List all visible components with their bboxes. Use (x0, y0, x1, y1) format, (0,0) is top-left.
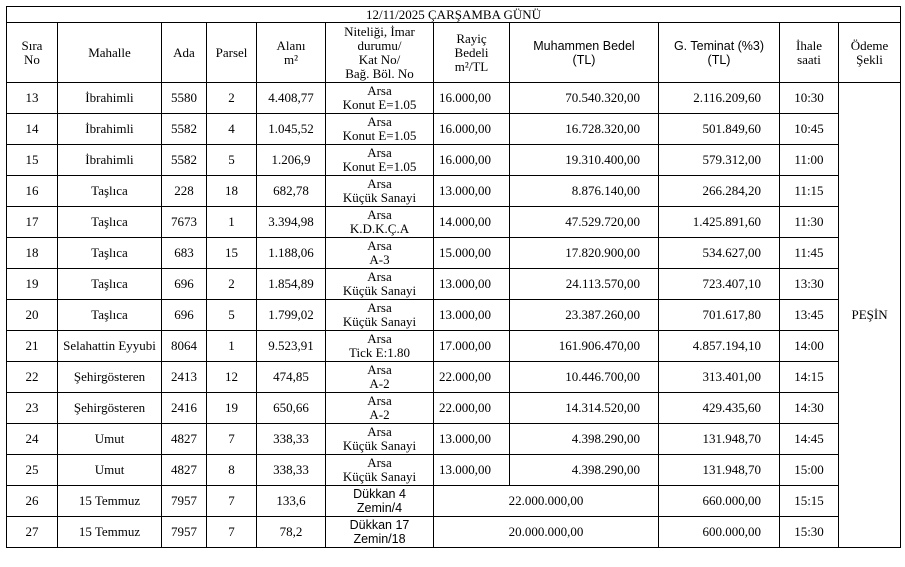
table-row (7, 207, 901, 238)
cell-no: 16 (7, 176, 58, 207)
cell-mahalle: İbrahimli (58, 114, 162, 145)
cell-mahalle: 15 Temmuz (58, 486, 162, 517)
header-parsel: Parsel (207, 23, 257, 83)
table-row (7, 269, 901, 300)
cell-no: 24 (7, 424, 58, 455)
cell-rayic: 16.000,00 (434, 83, 510, 114)
cell-no: 26 (7, 486, 58, 517)
cell-ada: 7957 (162, 486, 207, 517)
cell-parsel: 2 (207, 83, 257, 114)
cell-ada: 683 (162, 238, 207, 269)
cell-rayic: 13.000,00 (434, 424, 510, 455)
header-odeme: Ödeme Şekli (839, 23, 901, 83)
cell-alan: 133,6 (257, 486, 326, 517)
cell-saat: 14:45 (780, 424, 839, 455)
cell-nitelik: Arsa Konut E=1.05 (326, 145, 434, 176)
table-row (7, 393, 901, 424)
cell-ada: 2416 (162, 393, 207, 424)
cell-ada: 5580 (162, 83, 207, 114)
cell-teminat: 723.407,10 (659, 269, 780, 300)
cell-bedel-merged: 22.000.000,00 (434, 486, 659, 517)
cell-parsel: 4 (207, 114, 257, 145)
header-muhammen: Muhammen Bedel (TL) (510, 23, 659, 83)
cell-muhammen: 16.728.320,00 (510, 114, 659, 145)
cell-rayic: 14.000,00 (434, 207, 510, 238)
cell-parsel: 5 (207, 300, 257, 331)
payment-method: PEŞİN (839, 83, 901, 548)
header-row (7, 23, 901, 83)
cell-rayic: 13.000,00 (434, 300, 510, 331)
cell-mahalle: Umut (58, 455, 162, 486)
cell-ada: 4827 (162, 455, 207, 486)
header-teminat: G. Teminat (%3) (TL) (659, 23, 780, 83)
cell-parsel: 1 (207, 207, 257, 238)
table-row (7, 455, 901, 486)
table-row (7, 517, 901, 548)
cell-ada: 228 (162, 176, 207, 207)
cell-parsel: 19 (207, 393, 257, 424)
cell-alan: 650,66 (257, 393, 326, 424)
cell-muhammen: 161.906.470,00 (510, 331, 659, 362)
cell-ada: 7957 (162, 517, 207, 548)
cell-parsel: 2 (207, 269, 257, 300)
cell-mahalle: Taşlıca (58, 300, 162, 331)
table-row (7, 145, 901, 176)
cell-nitelik: Dükkan 4 Zemin/4 (326, 486, 434, 517)
cell-alan: 338,33 (257, 455, 326, 486)
cell-teminat: 2.116.209,60 (659, 83, 780, 114)
header-rayic: Rayiç Bedeli m²/TL (434, 23, 510, 83)
cell-rayic: 22.000,00 (434, 362, 510, 393)
cell-nitelik: Arsa Küçük Sanayi (326, 455, 434, 486)
cell-saat: 13:45 (780, 300, 839, 331)
cell-muhammen: 47.529.720,00 (510, 207, 659, 238)
table-row (7, 300, 901, 331)
cell-no: 21 (7, 331, 58, 362)
cell-nitelik: Dükkan 17 Zemin/18 (326, 517, 434, 548)
cell-alan: 1.799,02 (257, 300, 326, 331)
table-row (7, 114, 901, 145)
cell-muhammen: 19.310.400,00 (510, 145, 659, 176)
cell-no: 17 (7, 207, 58, 238)
cell-alan: 9.523,91 (257, 331, 326, 362)
cell-saat: 13:30 (780, 269, 839, 300)
cell-nitelik: Arsa K.D.K.Ç.A (326, 207, 434, 238)
cell-alan: 1.188,06 (257, 238, 326, 269)
cell-alan: 1.854,89 (257, 269, 326, 300)
cell-rayic: 16.000,00 (434, 114, 510, 145)
cell-mahalle: Şehirgösteren (58, 362, 162, 393)
cell-parsel: 7 (207, 424, 257, 455)
auction-table-wrapper (6, 6, 901, 548)
cell-ada: 696 (162, 269, 207, 300)
header-ada: Ada (162, 23, 207, 83)
cell-mahalle: 15 Temmuz (58, 517, 162, 548)
cell-teminat: 131.948,70 (659, 455, 780, 486)
cell-ada: 5582 (162, 114, 207, 145)
cell-mahalle: Taşlıca (58, 176, 162, 207)
cell-alan: 338,33 (257, 424, 326, 455)
cell-nitelik: Arsa Küçük Sanayi (326, 424, 434, 455)
cell-ada: 2413 (162, 362, 207, 393)
cell-mahalle: Umut (58, 424, 162, 455)
cell-ada: 696 (162, 300, 207, 331)
cell-parsel: 7 (207, 486, 257, 517)
cell-parsel: 8 (207, 455, 257, 486)
cell-saat: 11:45 (780, 238, 839, 269)
auction-table (6, 6, 901, 548)
cell-teminat: 600.000,00 (659, 517, 780, 548)
table-row (7, 83, 901, 114)
cell-alan: 1.045,52 (257, 114, 326, 145)
cell-rayic: 13.000,00 (434, 455, 510, 486)
cell-mahalle: İbrahimli (58, 83, 162, 114)
cell-nitelik: Arsa Küçük Sanayi (326, 300, 434, 331)
cell-muhammen: 10.446.700,00 (510, 362, 659, 393)
table-row (7, 176, 901, 207)
cell-teminat: 429.435,60 (659, 393, 780, 424)
cell-ada: 4827 (162, 424, 207, 455)
cell-teminat: 4.857.194,10 (659, 331, 780, 362)
cell-nitelik: Arsa Küçük Sanayi (326, 269, 434, 300)
cell-saat: 10:45 (780, 114, 839, 145)
cell-saat: 14:15 (780, 362, 839, 393)
cell-rayic: 15.000,00 (434, 238, 510, 269)
cell-parsel: 5 (207, 145, 257, 176)
cell-saat: 11:15 (780, 176, 839, 207)
cell-saat: 14:00 (780, 331, 839, 362)
cell-nitelik: Arsa A-2 (326, 393, 434, 424)
cell-teminat: 660.000,00 (659, 486, 780, 517)
cell-nitelik: Arsa Konut E=1.05 (326, 83, 434, 114)
cell-saat: 15:15 (780, 486, 839, 517)
cell-alan: 1.206,9 (257, 145, 326, 176)
cell-alan: 4.408,77 (257, 83, 326, 114)
cell-ada: 5582 (162, 145, 207, 176)
cell-mahalle: Selahattin Eyyubi (58, 331, 162, 362)
cell-no: 27 (7, 517, 58, 548)
cell-saat: 15:30 (780, 517, 839, 548)
cell-mahalle: İbrahimli (58, 145, 162, 176)
cell-muhammen: 4.398.290,00 (510, 455, 659, 486)
cell-muhammen: 14.314.520,00 (510, 393, 659, 424)
cell-parsel: 1 (207, 331, 257, 362)
cell-parsel: 15 (207, 238, 257, 269)
cell-rayic: 13.000,00 (434, 176, 510, 207)
cell-no: 25 (7, 455, 58, 486)
cell-saat: 10:30 (780, 83, 839, 114)
cell-muhammen: 4.398.290,00 (510, 424, 659, 455)
cell-rayic: 16.000,00 (434, 145, 510, 176)
cell-mahalle: Taşlıca (58, 269, 162, 300)
table-row (7, 238, 901, 269)
cell-mahalle: Taşlıca (58, 207, 162, 238)
cell-parsel: 7 (207, 517, 257, 548)
header-alani: Alanı m² (257, 23, 326, 83)
cell-no: 23 (7, 393, 58, 424)
table-title: 12/11/2025 ÇARŞAMBA GÜNÜ (7, 7, 901, 23)
cell-muhammen: 17.820.900,00 (510, 238, 659, 269)
cell-saat: 11:00 (780, 145, 839, 176)
cell-no: 20 (7, 300, 58, 331)
cell-parsel: 18 (207, 176, 257, 207)
cell-no: 18 (7, 238, 58, 269)
cell-teminat: 313.401,00 (659, 362, 780, 393)
cell-no: 19 (7, 269, 58, 300)
cell-nitelik: Arsa Tick E:1.80 (326, 331, 434, 362)
cell-teminat: 131.948,70 (659, 424, 780, 455)
header-sira: Sıra No (7, 23, 58, 83)
cell-alan: 474,85 (257, 362, 326, 393)
cell-teminat: 1.425.891,60 (659, 207, 780, 238)
table-row (7, 486, 901, 517)
cell-no: 22 (7, 362, 58, 393)
cell-saat: 11:30 (780, 207, 839, 238)
cell-alan: 3.394,98 (257, 207, 326, 238)
cell-muhammen: 23.387.260,00 (510, 300, 659, 331)
header-niteligi: Niteliği, İmar durumu/ Kat No/ Bağ. Böl. No (326, 23, 434, 83)
cell-no: 13 (7, 83, 58, 114)
cell-no: 14 (7, 114, 58, 145)
cell-alan: 682,78 (257, 176, 326, 207)
cell-no: 15 (7, 145, 58, 176)
cell-teminat: 501.849,60 (659, 114, 780, 145)
cell-rayic: 17.000,00 (434, 331, 510, 362)
header-mahalle: Mahalle (58, 23, 162, 83)
cell-saat: 14:30 (780, 393, 839, 424)
cell-mahalle: Şehirgösteren (58, 393, 162, 424)
cell-ada: 7673 (162, 207, 207, 238)
cell-nitelik: Arsa Küçük Sanayi (326, 176, 434, 207)
title-row (7, 7, 901, 23)
table-row (7, 424, 901, 455)
table-row (7, 331, 901, 362)
table-row (7, 362, 901, 393)
header-ihale: İhale saati (780, 23, 839, 83)
cell-muhammen: 8.876.140,00 (510, 176, 659, 207)
cell-mahalle: Taşlıca (58, 238, 162, 269)
cell-saat: 15:00 (780, 455, 839, 486)
cell-teminat: 579.312,00 (659, 145, 780, 176)
cell-teminat: 534.627,00 (659, 238, 780, 269)
cell-teminat: 266.284,20 (659, 176, 780, 207)
cell-teminat: 701.617,80 (659, 300, 780, 331)
cell-parsel: 12 (207, 362, 257, 393)
cell-rayic: 13.000,00 (434, 269, 510, 300)
cell-nitelik: Arsa A-2 (326, 362, 434, 393)
cell-bedel-merged: 20.000.000,00 (434, 517, 659, 548)
cell-muhammen: 70.540.320,00 (510, 83, 659, 114)
cell-nitelik: Arsa Konut E=1.05 (326, 114, 434, 145)
cell-alan: 78,2 (257, 517, 326, 548)
cell-ada: 8064 (162, 331, 207, 362)
cell-nitelik: Arsa A-3 (326, 238, 434, 269)
cell-rayic: 22.000,00 (434, 393, 510, 424)
cell-muhammen: 24.113.570,00 (510, 269, 659, 300)
